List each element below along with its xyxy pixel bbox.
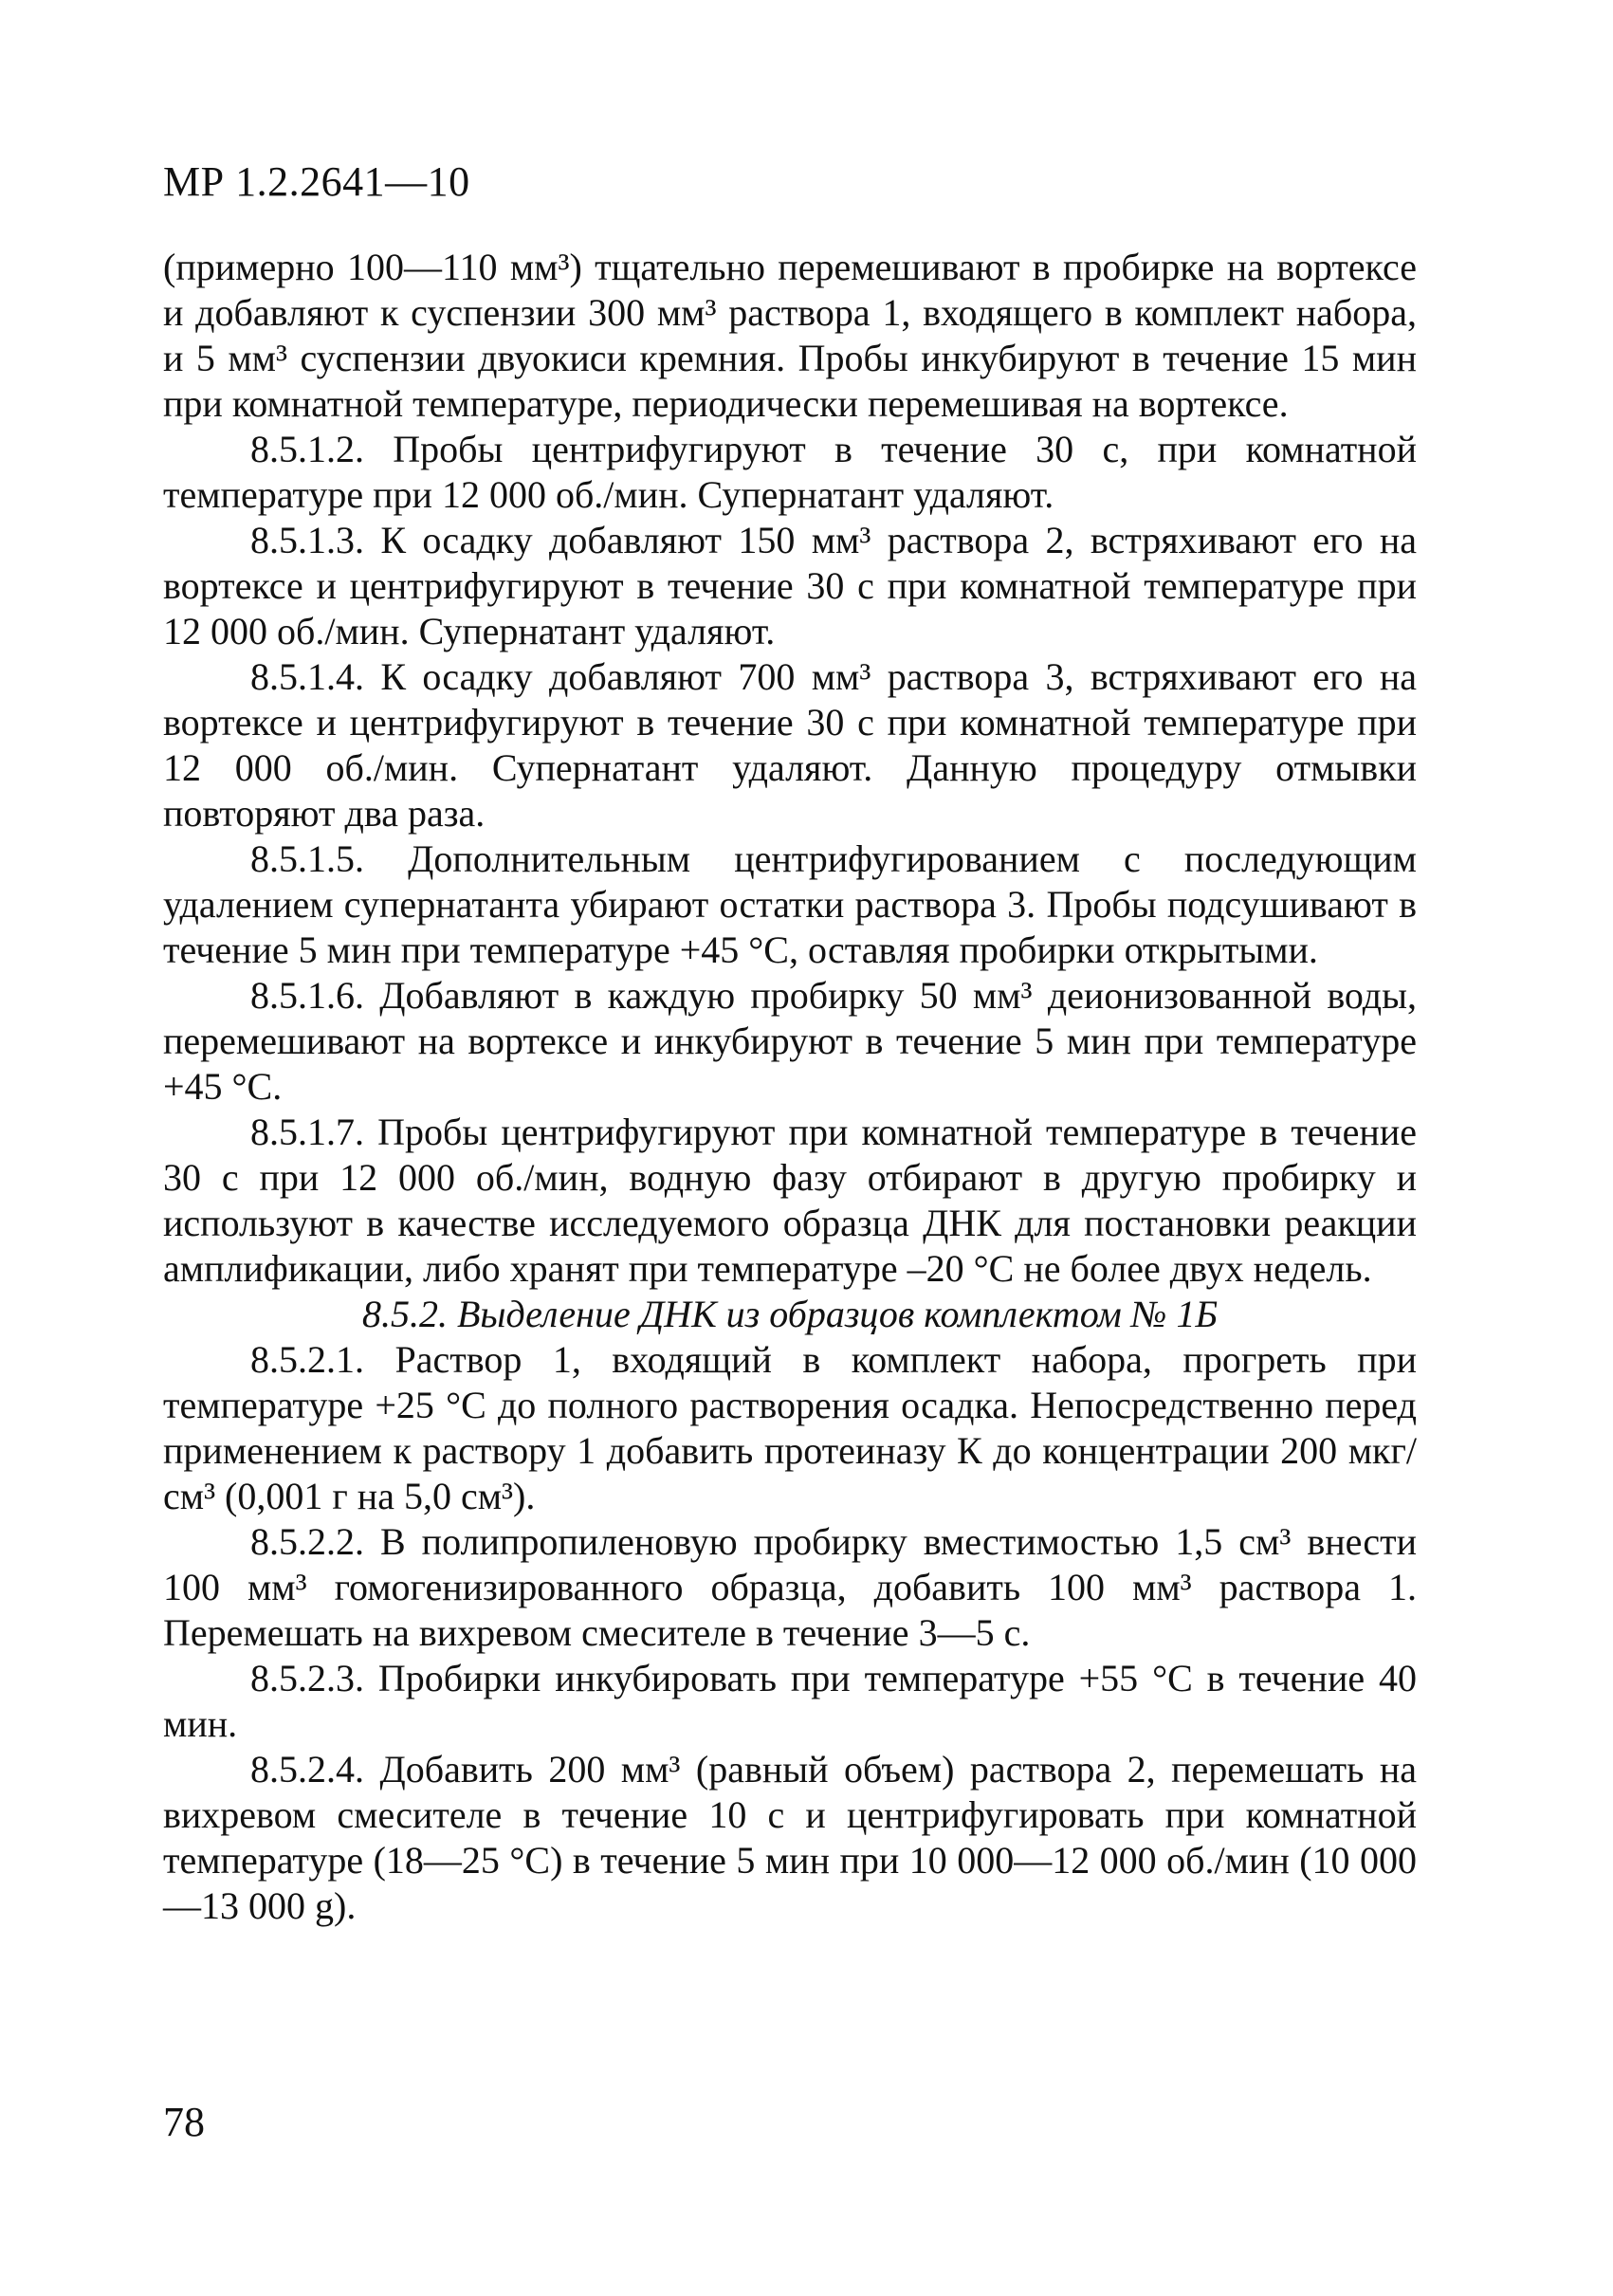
paragraph-8-5-1-4: 8.5.1.4. К осадку добавляют 700 мм³ раствора 3, встряхивают его на вортексе и центрифугируют в течение 30 с при комнатной температуре при 12 000 об./мин. Супернатант удаляют. Данную процедуру отмывки повторяют два раза. xyxy=(163,655,1417,835)
paragraph-continuation: (примерно 100—110 мм³) тщательно перемешивают в пробирке на вортексе и добавляют к суспензии 300 мм³ раствора 1, входящего в комплект набора, и 5 мм³ суспензии двуокиси кремния. Пробы инкубируют в течение 15 мин при комнатной температуре, периодически перемешивая на вортексе. xyxy=(163,246,1417,425)
paragraph-8-5-1-7: 8.5.1.7. Пробы центрифугируют при комнатной температуре в течение 30 с при 12 000 об./мин, водную фазу отбирают в другую пробирку и используют в качестве исследуемого образца ДНК для постановки реакции амплификации, либо хранят при температуре –20 °С не более двух недель. xyxy=(163,1111,1417,1290)
paragraph-8-5-1-5: 8.5.1.5. Дополнительным центрифугированием с последующим удалением супернатанта убирают остатки раствора 3. Пробы подсушивают в течение 5 мин при температуре +45 °С, оставляя пробирки открытыми. xyxy=(163,837,1417,971)
page-number: 78 xyxy=(163,2099,205,2145)
document-code-header: МР 1.2.2641—10 xyxy=(163,158,470,205)
paragraph-8-5-2-1: 8.5.2.1. Раствор 1, входящий в комплект набора, прогреть при температуре +25 °С до полного растворения осадка. Непосредственно перед применением к раствору 1 добавить протеиназу К до концентрации 200 мкг/см³ (0,001 г на 5,0 см³). xyxy=(163,1338,1417,1517)
paragraph-8-5-1-6: 8.5.1.6. Добавляют в каждую пробирку 50 мм³ деионизованной воды, перемешивают на вортексе и инкубируют в течение 5 мин при температуре +45 °С. xyxy=(163,974,1417,1108)
paragraph-8-5-2-4: 8.5.2.4. Добавить 200 мм³ (равный объем) раствора 2, перемешать на вихревом смесителе в течение 10 с и центрифугировать при комнатной температуре (18—25 °С) в течение 5 мин при 10 000—12 000 об./мин (10 000—13 000 g). xyxy=(163,1748,1417,1927)
document-body xyxy=(163,245,1417,1929)
paragraph-8-5-1-2: 8.5.1.2. Пробы центрифугируют в течение 30 с, при комнатной температуре при 12 000 об./мин. Супернатант удаляют. xyxy=(163,428,1417,516)
paragraph-8-5-2-2: 8.5.2.2. В полипропиленовую пробирку вместимостью 1,5 см³ внести 100 мм³ гомогенизированного образца, добавить 100 мм³ раствора 1. Перемешать на вихревом смесителе в течение 3—5 с. xyxy=(163,1520,1417,1654)
section-subheading: 8.5.2. Выделение ДНК из образцов комплектом № 1Б xyxy=(361,1293,1219,1335)
paragraph-8-5-1-3: 8.5.1.3. К осадку добавляют 150 мм³ раствора 2, встряхивают его на вортексе и центрифугируют в течение 30 с при комнатной температуре при 12 000 об./мин. Супернатант удаляют. xyxy=(163,519,1417,652)
paragraph-8-5-2-3: 8.5.2.3. Пробирки инкубировать при температуре +55 °С в течение 40 мин. xyxy=(163,1657,1417,1745)
